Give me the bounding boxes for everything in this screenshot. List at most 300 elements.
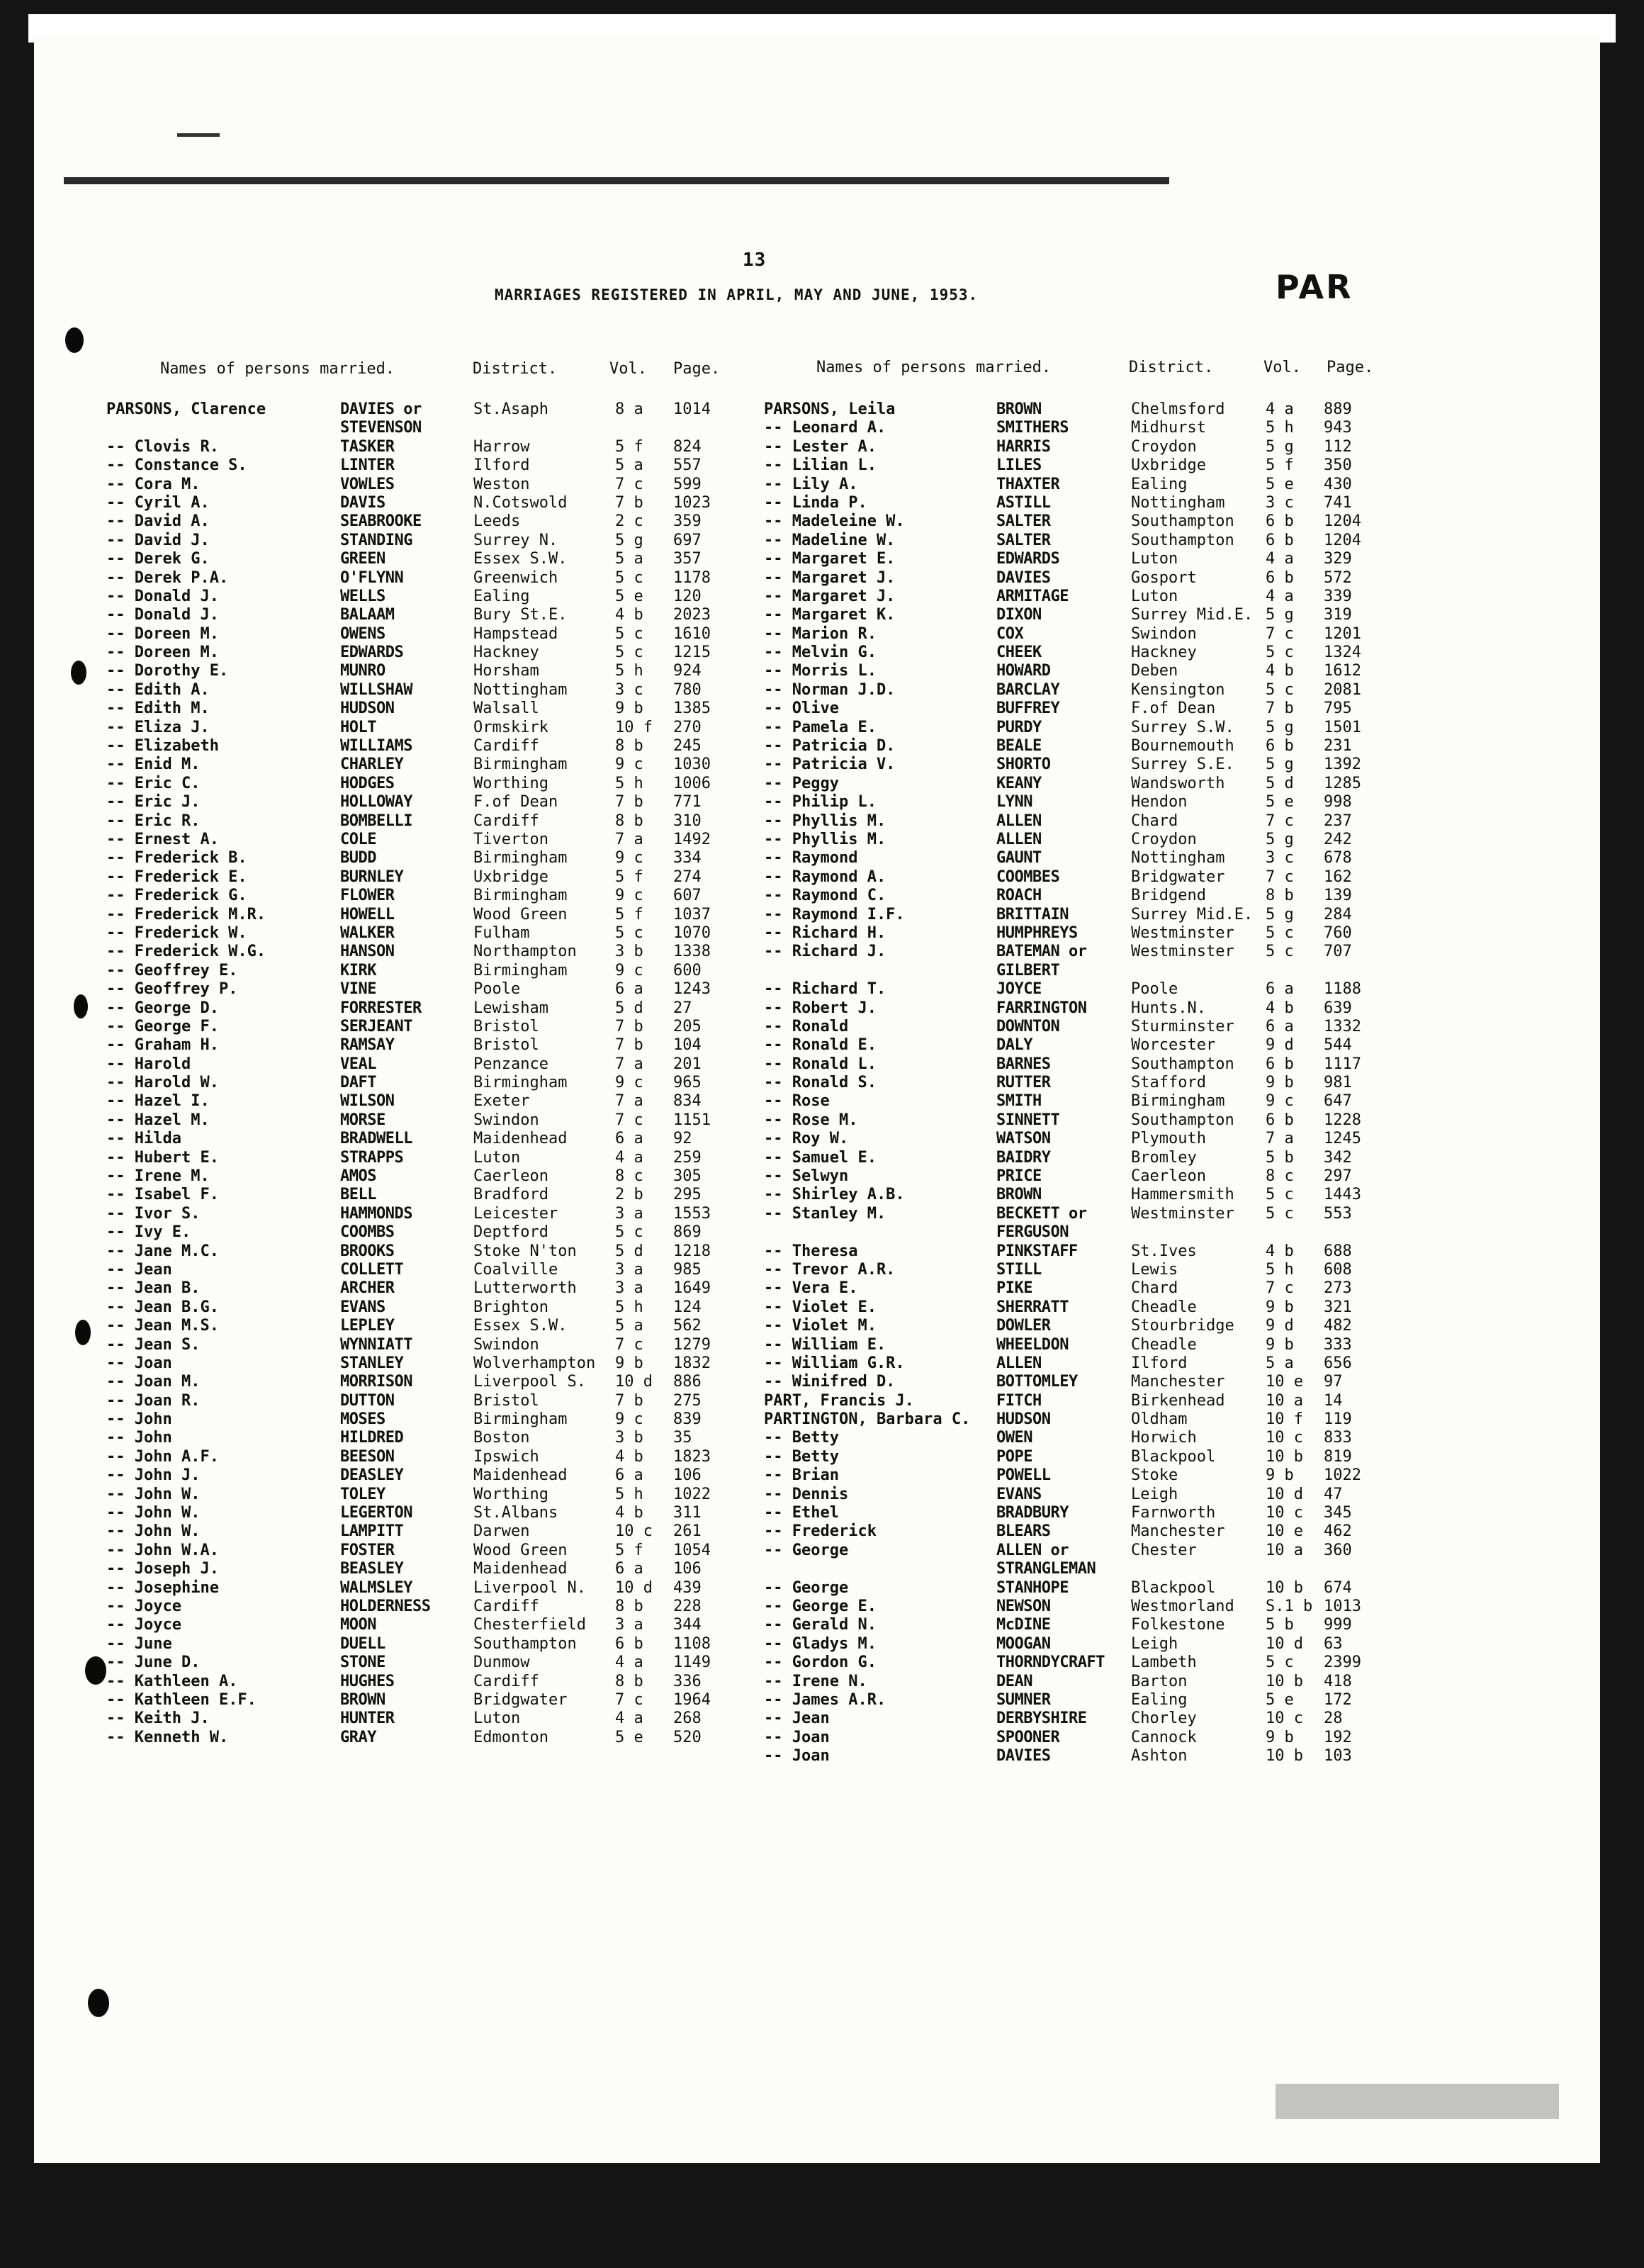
entry-name: -- Violet M. [764, 1317, 877, 1335]
entry-spouse: BURNLEY [340, 868, 404, 886]
entry-name: -- David J. [106, 531, 210, 549]
entry-page: 237 [1324, 812, 1352, 830]
entry-volume: 6 a [615, 1466, 643, 1485]
entry-district: Birkenhead [1131, 1391, 1225, 1410]
entry-district: Essex S.W. [473, 550, 568, 568]
entry-name: -- Shirley A.B. [764, 1186, 905, 1204]
entry-page: 1832 [673, 1354, 711, 1372]
column-header-names: Names of persons married. [160, 360, 395, 378]
entry-page: 647 [1324, 1092, 1352, 1111]
entry-page: 1204 [1324, 512, 1361, 531]
entry-district: Birmingham [473, 849, 568, 868]
entry-volume: 9 c [615, 756, 643, 774]
entry-spouse: SUMNER [996, 1690, 1051, 1709]
entry-name: -- Constance S. [106, 456, 247, 475]
entry-volume: 7 c [1266, 812, 1294, 830]
entry-spouse: DALY [996, 1036, 1032, 1055]
entry-volume: 3 c [1266, 849, 1294, 868]
entry-page: 284 [1324, 905, 1352, 924]
entry-spouse: NEWSON [996, 1598, 1051, 1615]
entry-name: -- Joan R. [106, 1391, 201, 1410]
entry-name: -- Joan [764, 1747, 830, 1765]
entry-page: 562 [673, 1317, 702, 1335]
entry-volume: 10 e [1266, 1522, 1303, 1541]
punch-hole [85, 1656, 106, 1685]
entry-spouse: BECKETT or [996, 1204, 1087, 1223]
entry-spouse: HOLLOWAY [340, 793, 412, 812]
entry-name: -- Gordon G. [764, 1654, 877, 1672]
entry-volume: 7 b [615, 1391, 643, 1410]
entry-name: -- Frederick W. [106, 924, 247, 942]
entry-volume: 5 h [615, 774, 643, 792]
entry-district: Hammersmith [1131, 1186, 1234, 1204]
entry-name: PARSONS, Leila [764, 400, 896, 418]
entry-spouse: OWEN [996, 1429, 1032, 1447]
entry-district: Kensington [1131, 680, 1225, 699]
entry-district: Tiverton [473, 830, 548, 848]
entry-volume: 5 h [615, 1485, 643, 1503]
entry-page: 572 [1324, 568, 1352, 587]
scan-mark [177, 133, 220, 137]
entry-spouse: DEASLEY [340, 1466, 404, 1485]
entry-spouse: EVANS [340, 1298, 385, 1316]
entry-volume: 7 a [615, 830, 643, 848]
entry-name: -- Richard T. [764, 980, 886, 999]
entry-spouse: FLOWER [340, 887, 395, 905]
entry-volume: 6 b [1266, 512, 1294, 531]
entry-page: 359 [673, 512, 702, 531]
entry-volume: 7 c [615, 1690, 643, 1709]
entry-district: Lewis [1131, 1260, 1178, 1279]
entry-spouse: HUGHES [340, 1672, 395, 1690]
entry-district: Ilford [473, 456, 530, 475]
entry-volume: 10 d [615, 1578, 653, 1597]
entry-name: -- Winifred D. [764, 1373, 896, 1391]
entry-district: Stafford [1131, 1074, 1206, 1092]
entry-district: Leigh [1131, 1634, 1178, 1653]
entry-name: -- Kenneth W. [106, 1728, 229, 1746]
entry-volume: 5 c [615, 568, 643, 587]
entry-district: F.of Dean [473, 793, 558, 812]
entry-spouse: SINNETT [996, 1111, 1060, 1129]
entry-name: -- John [106, 1429, 172, 1447]
entry-spouse: SMITHERS [996, 419, 1069, 437]
entry-spouse: MORRISON [340, 1373, 412, 1391]
entry-name: -- Doreen M. [106, 624, 219, 643]
entry-volume: 5 d [615, 1242, 643, 1260]
entry-spouse: SMITH [996, 1092, 1042, 1111]
entry-district: Chester [1131, 1541, 1197, 1559]
page-number: 13 [743, 249, 767, 271]
entry-district: Bristol [473, 1017, 539, 1035]
entry-name: -- Graham H. [106, 1036, 219, 1055]
entry-spouse: BROWN [996, 1186, 1042, 1204]
entry-spouse: WILLSHAW [340, 680, 412, 699]
entry-page: 14 [1324, 1391, 1343, 1410]
entry-name: -- Derek G. [106, 550, 210, 568]
entry-spouse: ASTILL [996, 493, 1051, 512]
entry-name: -- Irene M. [106, 1167, 210, 1186]
entry-page: 259 [673, 1148, 702, 1167]
entry-name: -- Jean S. [106, 1335, 201, 1354]
entry-page: 106 [673, 1466, 702, 1485]
entry-district: Caerleon [1131, 1167, 1206, 1186]
entry-name: -- Violet E. [764, 1298, 877, 1316]
entry-spouse: SERJEANT [340, 1017, 412, 1035]
entry-name: PARTINGTON, Barbara C. [764, 1410, 971, 1429]
entry-volume: 4 b [615, 606, 643, 624]
entry-spouse: COOMBS [340, 1223, 395, 1242]
entry-district: Deben [1131, 662, 1178, 680]
entry-name: -- John W.A. [106, 1541, 219, 1559]
entry-volume: 6 a [1266, 980, 1294, 999]
entry-name: -- Gladys M. [764, 1634, 877, 1653]
entry-name: -- Raymond [764, 849, 858, 868]
entry-spouse: WILSON [340, 1092, 395, 1111]
entry-district: Surrey N. [473, 531, 558, 549]
entry-name: -- Lester A. [764, 437, 877, 456]
entry-spouse: SEABROOKE [340, 512, 422, 531]
entry-page: 544 [1324, 1036, 1352, 1055]
entry-page: 999 [1324, 1616, 1352, 1634]
entry-spouse: BEESON [340, 1447, 395, 1466]
entry-volume: 5 e [1266, 1690, 1294, 1709]
entry-spouse: STRANGLEMAN [996, 1560, 1096, 1578]
entry-volume: 3 c [615, 680, 643, 699]
entry-page: 228 [673, 1598, 702, 1615]
entry-district: Hackney [1131, 644, 1197, 662]
entry-name: -- Richard J. [764, 943, 886, 961]
entry-page: 319 [1324, 606, 1352, 624]
entry-volume: 10 b [1266, 1672, 1303, 1690]
entry-page: 1188 [1324, 980, 1361, 999]
entry-volume: 6 a [615, 1130, 643, 1148]
entry-district: Bury St.E. [473, 606, 568, 624]
entry-district: Horwich [1131, 1429, 1197, 1447]
entry-volume: 4 a [1266, 550, 1294, 568]
entry-name: -- Olive [764, 700, 839, 718]
entry-spouse: ALLEN [996, 1354, 1042, 1372]
entry-name: -- James A.R. [764, 1690, 886, 1709]
entry-spouse: LILES [996, 456, 1042, 475]
entry-page: 1022 [1324, 1466, 1361, 1485]
entry-volume: 7 b [615, 493, 643, 512]
entry-district: St.Albans [473, 1504, 558, 1522]
entry-district: Blackpool [1131, 1578, 1216, 1597]
entry-district: Blackpool [1131, 1447, 1216, 1466]
entry-district: Lambeth [1131, 1654, 1197, 1672]
entry-district: Brighton [473, 1298, 548, 1316]
entry-spouse: ALLEN or [996, 1541, 1069, 1559]
entry-volume: 5 h [1266, 419, 1294, 437]
entry-page: 1501 [1324, 718, 1361, 736]
entry-volume: 6 b [1266, 1111, 1294, 1129]
entry-page: 162 [1324, 868, 1352, 886]
entry-district: Cardiff [473, 1598, 539, 1615]
entry-name: -- Lily A. [764, 475, 858, 493]
entry-name: -- David A. [106, 512, 210, 531]
entry-page: 106 [673, 1560, 702, 1578]
entry-spouse: STANDING [340, 531, 412, 549]
entry-volume: 5 e [615, 587, 643, 605]
entry-volume: 4 b [615, 1504, 643, 1522]
entry-name: -- Eric R. [106, 812, 201, 830]
entry-spouse: STILL [996, 1260, 1042, 1279]
entry-page: 28 [1324, 1710, 1343, 1728]
entry-district: Stoke N'ton [473, 1242, 577, 1260]
entry-volume: 5 c [1266, 1204, 1294, 1223]
entry-spouse: WILLIAMS [340, 737, 412, 756]
entry-district: Cheadle [1131, 1335, 1197, 1354]
entry-volume: 9 b [1266, 1298, 1294, 1316]
entry-volume: 6 b [1266, 568, 1294, 587]
entry-spouse: STRAPPS [340, 1148, 404, 1167]
entry-volume: 6 a [615, 980, 643, 999]
entry-name: -- Frederick B. [106, 849, 247, 868]
entry-spouse: LINTER [340, 456, 395, 475]
entry-name: -- Joan [764, 1728, 830, 1746]
entry-page: 261 [673, 1522, 702, 1541]
entry-name: -- John [106, 1410, 172, 1429]
entry-volume: 10 c [1266, 1710, 1303, 1728]
entry-volume: 5 f [615, 905, 643, 924]
entry-page: 274 [673, 868, 702, 886]
entry-district: Swindon [1131, 624, 1197, 643]
entry-district: Gosport [1131, 568, 1197, 587]
entry-volume: 9 d [1266, 1317, 1294, 1335]
entry-name: -- Hazel I. [106, 1092, 210, 1111]
entry-name: -- Kathleen A. [106, 1672, 238, 1690]
entry-name: -- Philip L. [764, 793, 877, 812]
entry-district: Bradford [473, 1186, 548, 1204]
entry-district: Exeter [473, 1092, 530, 1111]
scan-smudge [1276, 2084, 1559, 2119]
entry-district: Ormskirk [473, 718, 548, 736]
entry-spouse: COLLETT [340, 1260, 404, 1279]
entry-district: Lutterworth [473, 1279, 577, 1298]
entry-name: -- Hilda [106, 1130, 181, 1148]
entry-spouse: FOSTER [340, 1541, 395, 1559]
entry-district: Dunmow [473, 1654, 530, 1672]
entry-name: -- Geoffrey P. [106, 980, 238, 999]
entry-volume: S.1 b [1266, 1598, 1313, 1615]
entry-volume: 5 f [1266, 456, 1294, 475]
entry-page: 321 [1324, 1298, 1352, 1316]
entry-page: 656 [1324, 1354, 1352, 1372]
entry-spouse: WALMSLEY [340, 1578, 412, 1597]
entry-volume: 5 g [1266, 830, 1294, 848]
entry-district: Manchester [1131, 1522, 1225, 1541]
entry-spouse: PURDY [996, 718, 1042, 736]
entry-district: Luton [1131, 550, 1178, 568]
entry-district: Birmingham [473, 1074, 568, 1092]
entry-district: Stoke [1131, 1466, 1178, 1485]
entry-name: -- Ernest A. [106, 830, 219, 848]
entry-volume: 4 b [1266, 662, 1294, 680]
entry-page: 1338 [673, 943, 711, 961]
entry-district: Edmonton [473, 1728, 548, 1746]
entry-district: Wood Green [473, 905, 568, 924]
entry-spouse: EDWARDS [996, 550, 1060, 568]
entry-spouse: PINKSTAFF [996, 1242, 1078, 1260]
entry-page: 270 [673, 718, 702, 736]
entry-volume: 9 d [1266, 1036, 1294, 1055]
entry-spouse: KIRK [340, 961, 376, 979]
entry-volume: 3 b [615, 943, 643, 961]
entry-volume: 5 g [1266, 606, 1294, 624]
entry-page: 35 [673, 1429, 692, 1447]
entry-name: -- Jean [106, 1260, 172, 1279]
entry-page: 1149 [673, 1654, 711, 1672]
entry-page: 1612 [1324, 662, 1361, 680]
entry-spouse: CHARLEY [340, 756, 404, 774]
entry-district: Chard [1131, 812, 1178, 830]
entry-spouse: BLEARS [996, 1522, 1051, 1541]
entry-page: 981 [1324, 1074, 1352, 1092]
entry-volume: 7 c [1266, 1279, 1294, 1298]
entry-page: 678 [1324, 849, 1352, 868]
entry-district: Bromley [1131, 1148, 1197, 1167]
entry-volume: 5 e [1266, 475, 1294, 493]
entry-spouse: DUELL [340, 1634, 385, 1653]
entry-page: 104 [673, 1036, 702, 1055]
entry-page: 889 [1324, 400, 1352, 418]
entry-district: Maidenhead [473, 1466, 568, 1485]
entry-page: 1332 [1324, 1017, 1361, 1035]
entry-spouse: DAFT [340, 1074, 376, 1092]
entry-name: -- Margaret J. [764, 587, 896, 605]
entry-spouse: HOLT [340, 718, 376, 736]
entry-page: 92 [673, 1130, 692, 1148]
entry-spouse: VEAL [340, 1055, 376, 1073]
entry-page: 139 [1324, 887, 1352, 905]
entry-spouse: MUNRO [340, 662, 385, 680]
entry-spouse: FARRINGTON [996, 999, 1087, 1017]
entry-volume: 5 h [615, 1298, 643, 1316]
entry-district: Worcester [1131, 1036, 1216, 1055]
entry-spouse: MOOGAN [996, 1634, 1051, 1653]
entry-spouse: DAVIES [996, 1747, 1051, 1765]
entry-page: 268 [673, 1710, 702, 1728]
entry-page: 345 [1324, 1504, 1352, 1522]
entry-district: Poole [1131, 980, 1178, 999]
entry-spouse: BEALE [996, 737, 1042, 756]
entry-spouse: TASKER [340, 437, 395, 456]
entry-name: -- Donald J. [106, 606, 219, 624]
column-header-district: District. [473, 360, 558, 378]
entry-page: 245 [673, 737, 702, 756]
entry-volume: 7 b [615, 1017, 643, 1035]
entry-page: 1228 [1324, 1111, 1361, 1129]
entry-district: Croydon [1131, 437, 1197, 456]
entry-volume: 5 c [615, 644, 643, 662]
entry-name: -- Dennis [764, 1485, 849, 1503]
entry-spouse: ALLEN [996, 830, 1042, 848]
entry-name: -- Jean B.G. [106, 1298, 219, 1316]
entry-volume: 10 d [615, 1373, 653, 1391]
entry-district: Farnworth [1131, 1504, 1216, 1522]
entry-volume: 5 a [615, 456, 643, 475]
entry-district: Wandsworth [1131, 774, 1225, 792]
entry-page: 305 [673, 1167, 702, 1186]
entry-page: 943 [1324, 419, 1352, 437]
entry-volume: 5 f [615, 437, 643, 456]
entry-page: 357 [673, 550, 702, 568]
entry-volume: 5 c [615, 1223, 643, 1242]
entry-spouse: WALKER [340, 924, 395, 942]
entry-district: Manchester [1131, 1373, 1225, 1391]
entry-spouse: FERGUSON [996, 1223, 1069, 1242]
entry-volume: 10 c [1266, 1504, 1303, 1522]
entry-page: 688 [1324, 1242, 1352, 1260]
entry-page: 120 [673, 587, 702, 605]
entry-volume: 4 a [1266, 400, 1294, 418]
entry-spouse: HUDSON [996, 1410, 1051, 1429]
entry-spouse: FITCH [996, 1391, 1042, 1410]
entry-name: -- Dorothy E. [106, 662, 229, 680]
entry-volume: 10 f [1266, 1410, 1303, 1429]
entry-page: 985 [673, 1260, 702, 1279]
entry-volume: 5 f [615, 868, 643, 886]
entry-spouse: BARNES [996, 1055, 1051, 1073]
column-header-page: Page. [1327, 359, 1374, 376]
entry-district: Weston [473, 475, 530, 493]
entry-page: 1823 [673, 1447, 711, 1466]
entry-name: -- Isabel F. [106, 1186, 219, 1204]
entry-district: Bridgwater [473, 1690, 568, 1709]
entry-volume: 9 c [615, 1410, 643, 1429]
entry-spouse: DIXON [996, 606, 1042, 624]
entry-volume: 5 b [1266, 1148, 1294, 1167]
entry-volume: 6 b [1266, 531, 1294, 549]
entry-page: 1215 [673, 644, 711, 662]
entry-name: -- John W. [106, 1485, 201, 1503]
entry-volume: 2 c [615, 512, 643, 531]
entry-spouse: POPE [996, 1447, 1032, 1466]
entry-spouse: DOWLER [996, 1317, 1051, 1335]
entry-name: -- Eric J. [106, 793, 201, 812]
entry-spouse: JOYCE [996, 980, 1042, 999]
entry-district: Chard [1131, 1279, 1178, 1298]
entry-district: Bridgend [1131, 887, 1206, 905]
entry-page: 2081 [1324, 680, 1361, 699]
entry-volume: 3 a [615, 1616, 643, 1634]
entry-name: -- Kathleen E.F. [106, 1690, 257, 1709]
entry-district: Midhurst [1131, 419, 1206, 437]
entry-spouse: BATEMAN or [996, 943, 1087, 961]
entry-spouse: HOWELL [340, 905, 395, 924]
entry-page: 600 [673, 961, 702, 979]
entry-page: 201 [673, 1055, 702, 1073]
entry-name: -- Joyce [106, 1616, 181, 1634]
entry-name: -- Josephine [106, 1578, 219, 1597]
entry-spouse: KEANY [996, 774, 1042, 792]
entry-page: 553 [1324, 1204, 1352, 1223]
entry-page: 336 [673, 1672, 702, 1690]
entry-page: 462 [1324, 1522, 1352, 1541]
entry-district: Southampton [1131, 512, 1234, 531]
entry-district: Fulham [473, 924, 530, 942]
entry-district: Westmorland [1131, 1598, 1234, 1615]
entry-volume: 3 a [615, 1279, 643, 1298]
entry-district: Surrey S.W. [1131, 718, 1234, 736]
entry-name: -- Pamela E. [764, 718, 877, 736]
entry-page: 430 [1324, 475, 1352, 493]
entry-volume: 5 c [1266, 943, 1294, 961]
entry-name: -- Trevor A.R. [764, 1260, 896, 1279]
entry-district: Ipswich [473, 1447, 539, 1466]
entry-spouse: WYNNIATT [340, 1335, 412, 1354]
